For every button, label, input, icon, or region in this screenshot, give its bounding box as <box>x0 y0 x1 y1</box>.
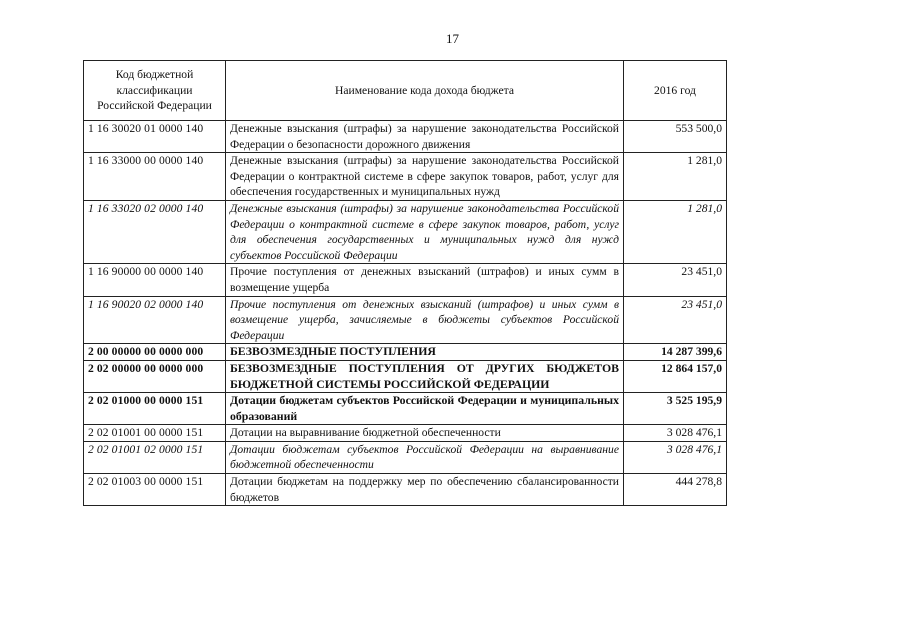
row-amount: 3 028 476,1 <box>624 425 727 442</box>
row-name: Прочие поступления от денежных взысканий (штрафов) и иных сумм в возмещение ущерба <box>226 264 624 296</box>
header-code: Код бюджетной классификации Российской Федерации <box>84 61 226 121</box>
table-row <box>84 264 727 296</box>
table-row <box>84 360 727 392</box>
row-name: Дотации бюджетам на поддержку мер по обеспечению сбалансированности бюджетов <box>226 474 624 506</box>
page-number: 17 <box>446 31 459 46</box>
row-code: 2 00 00000 00 0000 000 <box>84 344 226 361</box>
header-name: Наименование кода дохода бюджета <box>226 61 624 121</box>
row-code: 1 16 33000 00 0000 140 <box>84 153 226 201</box>
table-row <box>84 425 727 442</box>
table-row <box>84 200 727 263</box>
row-code: 2 02 01001 00 0000 151 <box>84 425 226 442</box>
row-code: 1 16 90020 02 0000 140 <box>84 296 226 344</box>
row-name: Дотации бюджетам субъектов Российской Федерации на выравнивание бюджетной обеспеченности <box>226 441 624 473</box>
table-header-row <box>84 61 727 121</box>
row-amount: 23 451,0 <box>624 264 727 296</box>
row-amount: 3 028 476,1 <box>624 441 727 473</box>
table-row <box>84 441 727 473</box>
row-name: Прочие поступления от денежных взысканий (штрафов) и иных сумм в возмещение ущерба, зачисляемые в бюджеты субъектов Российской Федерации <box>226 296 624 344</box>
row-code: 2 02 00000 00 0000 000 <box>84 360 226 392</box>
row-amount: 444 278,8 <box>624 474 727 506</box>
row-code: 2 02 01003 00 0000 151 <box>84 474 226 506</box>
row-amount: 3 525 195,9 <box>624 393 727 425</box>
row-name: Денежные взыскания (штрафы) за нарушение законодательства Российской Федерации о безопасности дорожного движения <box>226 121 624 153</box>
row-amount: 1 281,0 <box>624 200 727 263</box>
table-row <box>84 393 727 425</box>
table-row <box>84 153 727 201</box>
row-name: Денежные взыскания (штрафы) за нарушение законодательства Российской Федерации о контрактной системе в сфере закупок товаров, работ, услуг для обеспечения государственных и муниципальных нужд <box>226 153 624 201</box>
row-code: 1 16 30020 01 0000 140 <box>84 121 226 153</box>
row-code: 2 02 01001 02 0000 151 <box>84 441 226 473</box>
row-code: 2 02 01000 00 0000 151 <box>84 393 226 425</box>
table-row <box>84 474 727 506</box>
table-row <box>84 344 727 361</box>
row-amount: 23 451,0 <box>624 296 727 344</box>
row-name: Денежные взыскания (штрафы) за нарушение законодательства Российской Федерации о контрактной системе в сфере закупок товаров, работ, услуг для обеспечения государственных и муниципальных нужд для нужд субъектов Российской Федерации <box>226 200 624 263</box>
row-amount: 1 281,0 <box>624 153 727 201</box>
row-amount: 12 864 157,0 <box>624 360 727 392</box>
row-code: 1 16 90000 00 0000 140 <box>84 264 226 296</box>
row-amount: 14 287 399,6 <box>624 344 727 361</box>
row-name: БЕЗВОЗМЕЗДНЫЕ ПОСТУПЛЕНИЯ ОТ ДРУГИХ БЮДЖЕТОВ БЮДЖЕТНОЙ СИСТЕМЫ РОССИЙСКОЙ ФЕДЕРАЦИИ <box>226 360 624 392</box>
row-name: Дотации на выравнивание бюджетной обеспеченности <box>226 425 624 442</box>
row-name: БЕЗВОЗМЕЗДНЫЕ ПОСТУПЛЕНИЯ <box>226 344 624 361</box>
table-row <box>84 121 727 153</box>
row-name: Дотации бюджетам субъектов Российской Федерации и муниципальных образований <box>226 393 624 425</box>
row-code: 1 16 33020 02 0000 140 <box>84 200 226 263</box>
row-amount: 553 500,0 <box>624 121 727 153</box>
budget-income-table <box>83 60 727 506</box>
header-year: 2016 год <box>624 61 727 121</box>
table-row <box>84 296 727 344</box>
